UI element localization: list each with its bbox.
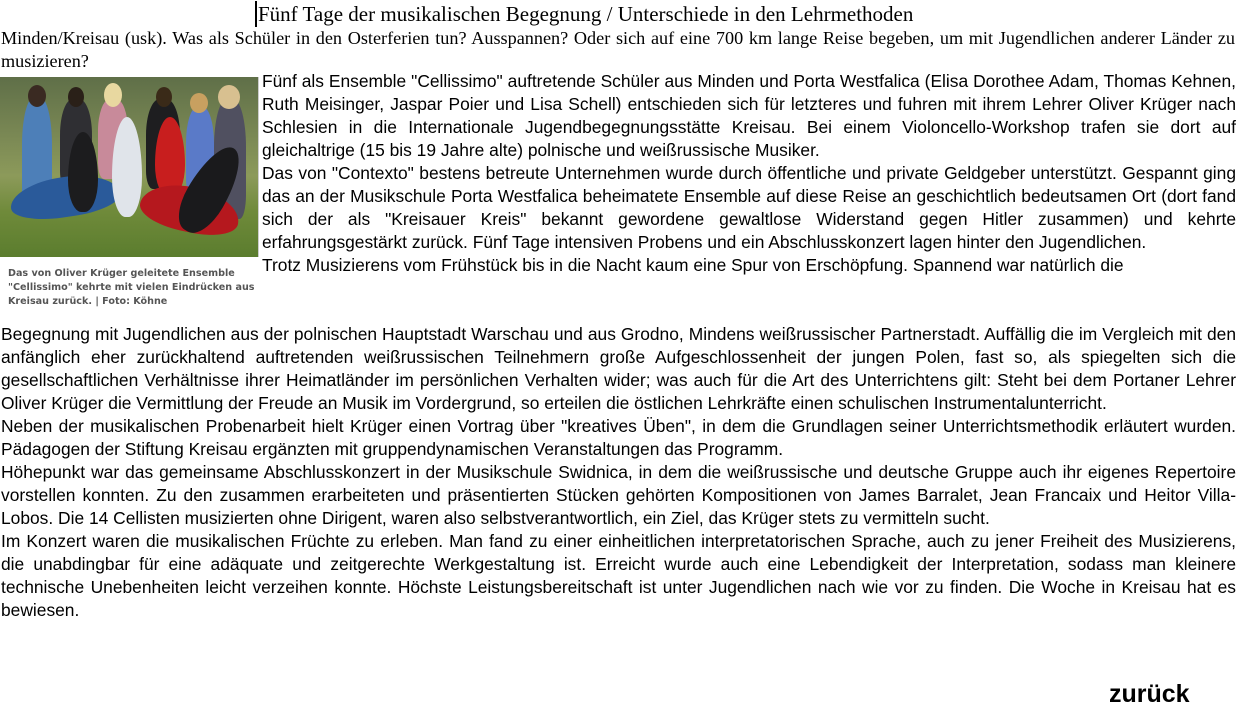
photo-caption: Das von Oliver Krüger geleitete Ensemble "Cellissimo" kehrte mit vielen Eindrücken aus Kreisau zurück. | Foto: Köhne [8, 268, 255, 307]
paragraph: Höhepunkt war das gemeinsame Abschlusskonzert in der Musikschule Swidnica, in dem die weißrussische und deutsche Gruppe auch ihr eigenes Repertoire vorstellen konnten. Zu den zusammen erarbeiteten und präsentierten Stücken gehörten Kompositionen von James Barralet, Jean Francaix und Heitor Villa-Lobos. Die 14 Cellisten musizierten ohne Dirigent, waren also selbstverantwortlich, ein Ziel, das Krüger stets zu vermitteln sucht. [1, 462, 1236, 528]
article-body [1, 323, 1236, 622]
paragraph: Trotz Musizierens vom Frühstück bis in die Nacht kaum eine Spur von Erschöpfung. Spannend war natürlich die [262, 255, 1124, 275]
paragraph: Begegnung mit Jugendlichen aus der polnischen Hauptstadt Warschau und aus Grodno, Mindens weißrussischer Partnerstadt. Auffällig die im Vergleich mit den anfänglich eher zurückhaltend auftretenden weißrussischen Teilnehmern große Aufgeschlossenheit der jungen Polen, fast so, als spiegelten sich die gesellschaftlichen Verhältnisse ihrer Heimatländer im persönlichen Verhalten wider; was auch für die Art des Unterrichtens gilt: Steht bei dem Portaner Lehrer Oliver Krüger die Vermittlung der Freude an Musik im Vordergrund, so erteilen die östlichen Lehrkräfte einen schulischen Instrumentalunterricht. [1, 324, 1236, 413]
article-intro: Minden/Kreisau (usk). Was als Schüler in den Osterferien tun? Ausspannen? Oder sich auf eine 700 km lange Reise begeben, um mit Jugendlichen anderer Länder zu musizieren? [1, 28, 1235, 71]
paragraph: Im Konzert waren die musikalischen Früchte zu erleben. Man fand zu einer einheitlichen interpretatorischen Sprache, auch zu jener Freiheit des Musizierens, die unabdingbar für eine adäquate und zeitgerechte Werkgestaltung ist. Erreicht wurde auch eine Lebendigkeit der Interpretation, sodass man kleinere technische Unebenheiten leicht verzeihen konnte. Höchste Leistungsbereitschaft ist unter Jugendlichen nach wie vor zu finden. Die Woche in Kreisau hat es bewiesen. [1, 531, 1236, 620]
paragraph: Das von "Contexto" bestens betreute Unternehmen wurde durch öffentliche und private Geldgeber unterstützt. Gespannt ging das an der Musikschule Porta Westfalica beheimatete Ensemble auf diese Reise an geschichtlich bedeutsamen Ort (dort fand sich der als "Kreisauer Kreis" bekannt gewordene gewaltlose Widerstand gegen Hitler zusammen) und kehrte erfahrungsgestärkt zurück. Fünf Tage intensiven Probens und ein Abschlusskonzert lagen hinter den Jugendlichen. [262, 163, 1236, 252]
paragraph: Fünf als Ensemble "Cellissimo" auftretende Schüler aus Minden und Porta Westfalica (Elisa Dorothee Adam, Thomas Kehnen, Ruth Meisinger, Jaspar Poier und Lisa Schell) entschieden sich für letzteres und fuhren mit ihrem Lehrer Oliver Krüger nach Schlesien in die Internationale Jugendbegegnungsstätte Kreisau. Bei einem Violoncello-Workshop trafen sie dort auf gleichaltrige (15 bis 19 Jahre alte) polnische und weißrussische Musiker. [262, 71, 1236, 160]
paragraph: Neben der musikalischen Probenarbeit hielt Krüger einen Vortrag über "kreatives Üben", in dem die Grundlagen seiner Unterrichtsmethodik erläutert wurden. Pädagogen der Stiftung Kreisau ergänzten mit gruppendynamischen Veranstaltungen das Programm. [1, 416, 1236, 459]
back-link[interactable]: zurück [1109, 680, 1190, 708]
article-body-beside-photo [262, 70, 1236, 277]
article-headline: Fünf Tage der musikalischen Begegnung / Unterschiede in den Lehrmethoden [255, 1, 913, 27]
article-figure [0, 77, 260, 315]
ensemble-photo [0, 77, 259, 257]
